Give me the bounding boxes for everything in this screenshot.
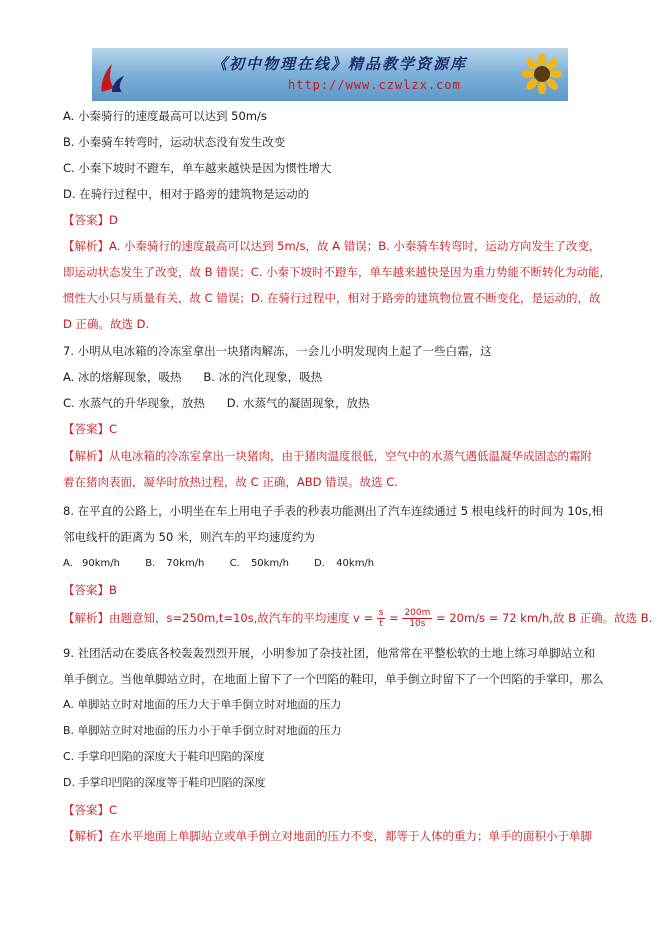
q6-option-d: D. 在骑行过程中，相对于路旁的建筑物是运动的 [63,187,310,201]
q8-frac1-denominator: t [379,619,383,629]
header-banner [92,48,568,101]
q8-fraction-s-over-t [377,608,386,629]
q7-answer: 【答案】C [63,422,118,436]
q6-option-c: C. 小秦下坡时不蹬车，单车越来越快是因为惯性增大 [63,161,332,175]
q8-option-a: 90km/h [82,558,120,569]
q9-stem-line2: 单手倒立。当他单脚站立时，在地面上留下了一个凹陷的鞋印，单手倒立时留下了一个凹陷的手掌印，那么 [63,672,604,686]
q6-analysis-line4: D 正确。故选 D. [63,317,150,331]
q8-options [63,556,374,572]
q8-fraction-distance-over-time [402,608,432,629]
q8-option-d-label: D. [314,558,325,569]
q7-analysis-line1: 【解析】从电冰箱的冷冻室拿出一块猪肉，由于猪肉温度很低，空气中的水蒸气遇低温凝华成固态的霜附 [63,449,592,463]
q9-answer: 【答案】C [63,803,118,817]
q7-options-cd: C. 水蒸气的升华现象，放热 D. 水蒸气的凝固现象，放热 [63,396,370,410]
q8-analysis-post: = 20m/s = 72 km/h,故 B 正确。故选 B. [436,611,653,625]
q7-stem: 7. 小明从电冰箱的冷冻室拿出一块猪肉解冻，一会儿小明发现肉上起了一些白霜，这 [63,344,492,358]
banner-url[interactable]: http://www.czwlzx.com [288,78,461,92]
q9-option-b: B. 单脚站立时对地面的压力小于单手倒立时对地面的压力 [63,724,342,737]
q6-option-a: A. 小秦骑行的速度最高可以达到 50m/s [63,109,267,123]
q8-option-c: 50km/h [250,558,289,569]
q7-analysis-line2: 着在猪肉表面，凝华时放热过程，故 C 正确，ABD 错误。故选 C. [63,475,398,489]
q8-analysis-pre: 【解析】由题意知，s=250m,t=10s,故汽车的平均速度 v = [63,611,374,625]
q8-stem-line1: 8. 在平直的公路上，小明坐在车上用电子手表的秒表功能测出了汽车连续通过 5 根电线杆的时间为 10s,相 [63,504,604,518]
q8-analysis [63,606,652,630]
q9-stem-line1: 9. 社团活动在娄底各校轰轰烈烈开展，小明参加了杂技社团，他常常在平整松软的土地上练习单脚站立和 [63,646,596,660]
q8-frac2-numerator: 200m [404,608,431,618]
q9-option-d: D. 手掌印凹陷的深度等于鞋印凹陷的深度 [63,776,266,789]
logo-icon [98,62,126,94]
q9-analysis-line1: 【解析】在水平地面上单脚站立或单手倒立对地面的压力不变，都等于人体的重力；单手的面积小于单脚 [63,829,592,843]
q8-option-a-label: A. [63,558,73,569]
q8-frac1-numerator: s [378,608,384,618]
q8-answer: 【答案】B [63,583,117,597]
q6-analysis-line3: 惯性大小只与质量有关，故 C 错误；D. 在骑行过程中，相对于路旁的建筑物位置不断变化，是运动的，故 [63,291,601,305]
q8-frac2-denominator: 10s [409,619,426,629]
q9-option-a: A. 单脚站立时对地面的压力大于单手倒立时对地面的压力 [63,698,342,711]
q8-option-c-label: C. [229,558,240,569]
q6-analysis-line2: 即运动状态发生了改变，故 B 错误；C. 小秦下坡时不蹬车，单车越来越快是因为重力势能不断转化为动能， [63,265,612,279]
q8-stem-line2: 邻电线杆的距离为 50 米，则汽车的平均速度约为 [63,530,315,544]
q6-option-b: B. 小秦骑车转弯时，运动状态没有发生改变 [63,135,286,149]
q8-option-b-label: B. [145,558,156,569]
q8-option-d: 40km/h [336,558,375,569]
q6-answer: 【答案】D [63,213,118,227]
q6-analysis-line1: 【解析】A. 小秦骑行的速度最高可以达到 5m/s，故 A 错误；B. 小秦骑车转弯时，运动方向发生了改变， [63,239,601,253]
q8-equals: = [389,611,399,625]
q9-option-c: C. 手掌印凹陷的深度大于鞋印凹陷的深度 [63,750,265,763]
q7-options-ab: A. 冰的熔解现象，吸热 B. 冰的汽化现象，吸热 [63,370,323,384]
sunflower-icon [522,54,562,94]
q8-option-b: 70km/h [166,558,205,569]
banner-title: 《初中物理在线》精品教学资源库 [212,55,468,73]
